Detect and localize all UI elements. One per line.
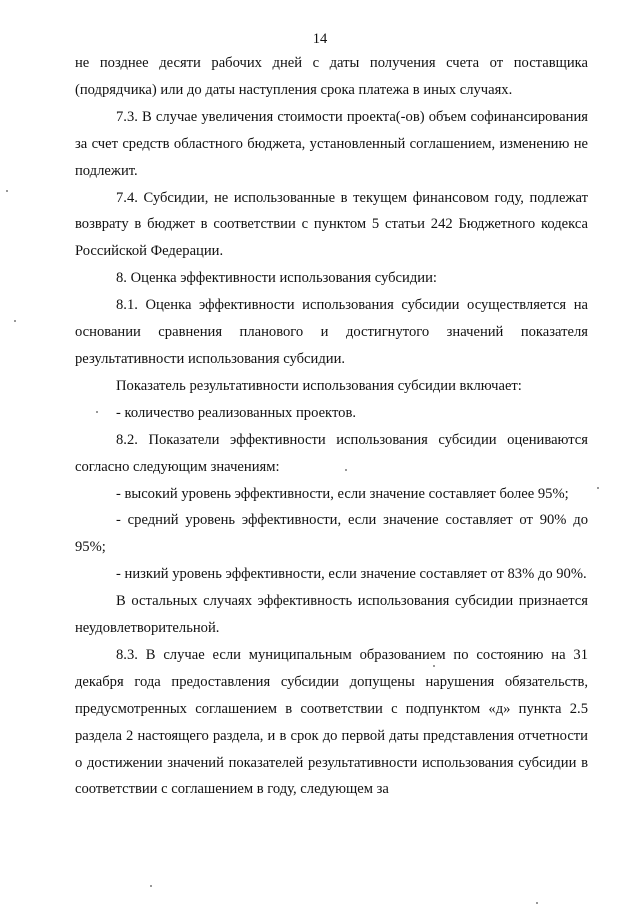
scan-speck (96, 411, 98, 413)
paragraph-8-3: 8.3. В случае если муниципальным образованием по состоянию на 31 декабря года предоставления субсидии допущены нарушения обязательств, предусмотренных соглашением в соответствии с подпунктом «д» пункта 2.5 раздела 2 настоящего раздела, и в срок до первой даты представления отчетности о достижении значений показателей результативности использования субсидии в соответствии с соглашением в году, следующем за (75, 646, 588, 798)
paragraph-7-3: 7.3. В случае увеличения стоимости проекта(-ов) объем софинансирования за счет средств областного бюджета, установленный соглашением, изменению не подлежит. (75, 108, 588, 179)
paragraph-8-1: 8.1. Оценка эффективности использования субсидии осуществляется на основании сравнения планового и достигнутого значений показателя результативности использования субсидии. (75, 297, 588, 367)
page-number: 14 (312, 31, 328, 47)
paragraph-payment-deadline: не позднее десяти рабочих дней с даты получения счета от поставщика (подрядчика) или до даты наступления срока платежа в иных случаях. (75, 55, 588, 98)
document-body (75, 50, 588, 803)
list-item-high-efficiency: - высокий уровень эффективности, если значение составляет более 95%; (116, 485, 569, 502)
scan-speck (536, 902, 538, 904)
scan-speck (433, 665, 435, 667)
scan-speck (597, 487, 599, 489)
scan-speck (6, 190, 8, 192)
paragraph-8-2: 8.2. Показатели эффективности использования субсидии оцениваются согласно следующим значениям: (75, 431, 588, 475)
list-item-projects-count: - количество реализованных проектов. (116, 404, 356, 421)
scan-speck (150, 885, 152, 887)
scan-speck (14, 320, 16, 322)
paragraph-unsatisfactory: В остальных случаях эффективность использования субсидии признается неудовлетворительной. (75, 593, 588, 637)
section-heading-8: 8. Оценка эффективности использования субсидии: (116, 270, 437, 287)
list-item-medium-efficiency: - средний уровень эффективности, если значение составляет от 90% до 95%; (75, 512, 588, 556)
paragraph-7-4: 7.4. Субсидии, не использованные в текущем финансовом году, подлежат возврату в бюджет в соответствии с пунктом 5 статьи 242 Бюджетного кодекса Российской Федерации. (75, 189, 588, 260)
list-item-low-efficiency: - низкий уровень эффективности, если значение составляет от 83% до 90%. (116, 566, 587, 583)
paragraph-indicator-intro: Показатель результативности использования субсидии включает: (116, 377, 522, 394)
scan-speck (345, 469, 347, 471)
